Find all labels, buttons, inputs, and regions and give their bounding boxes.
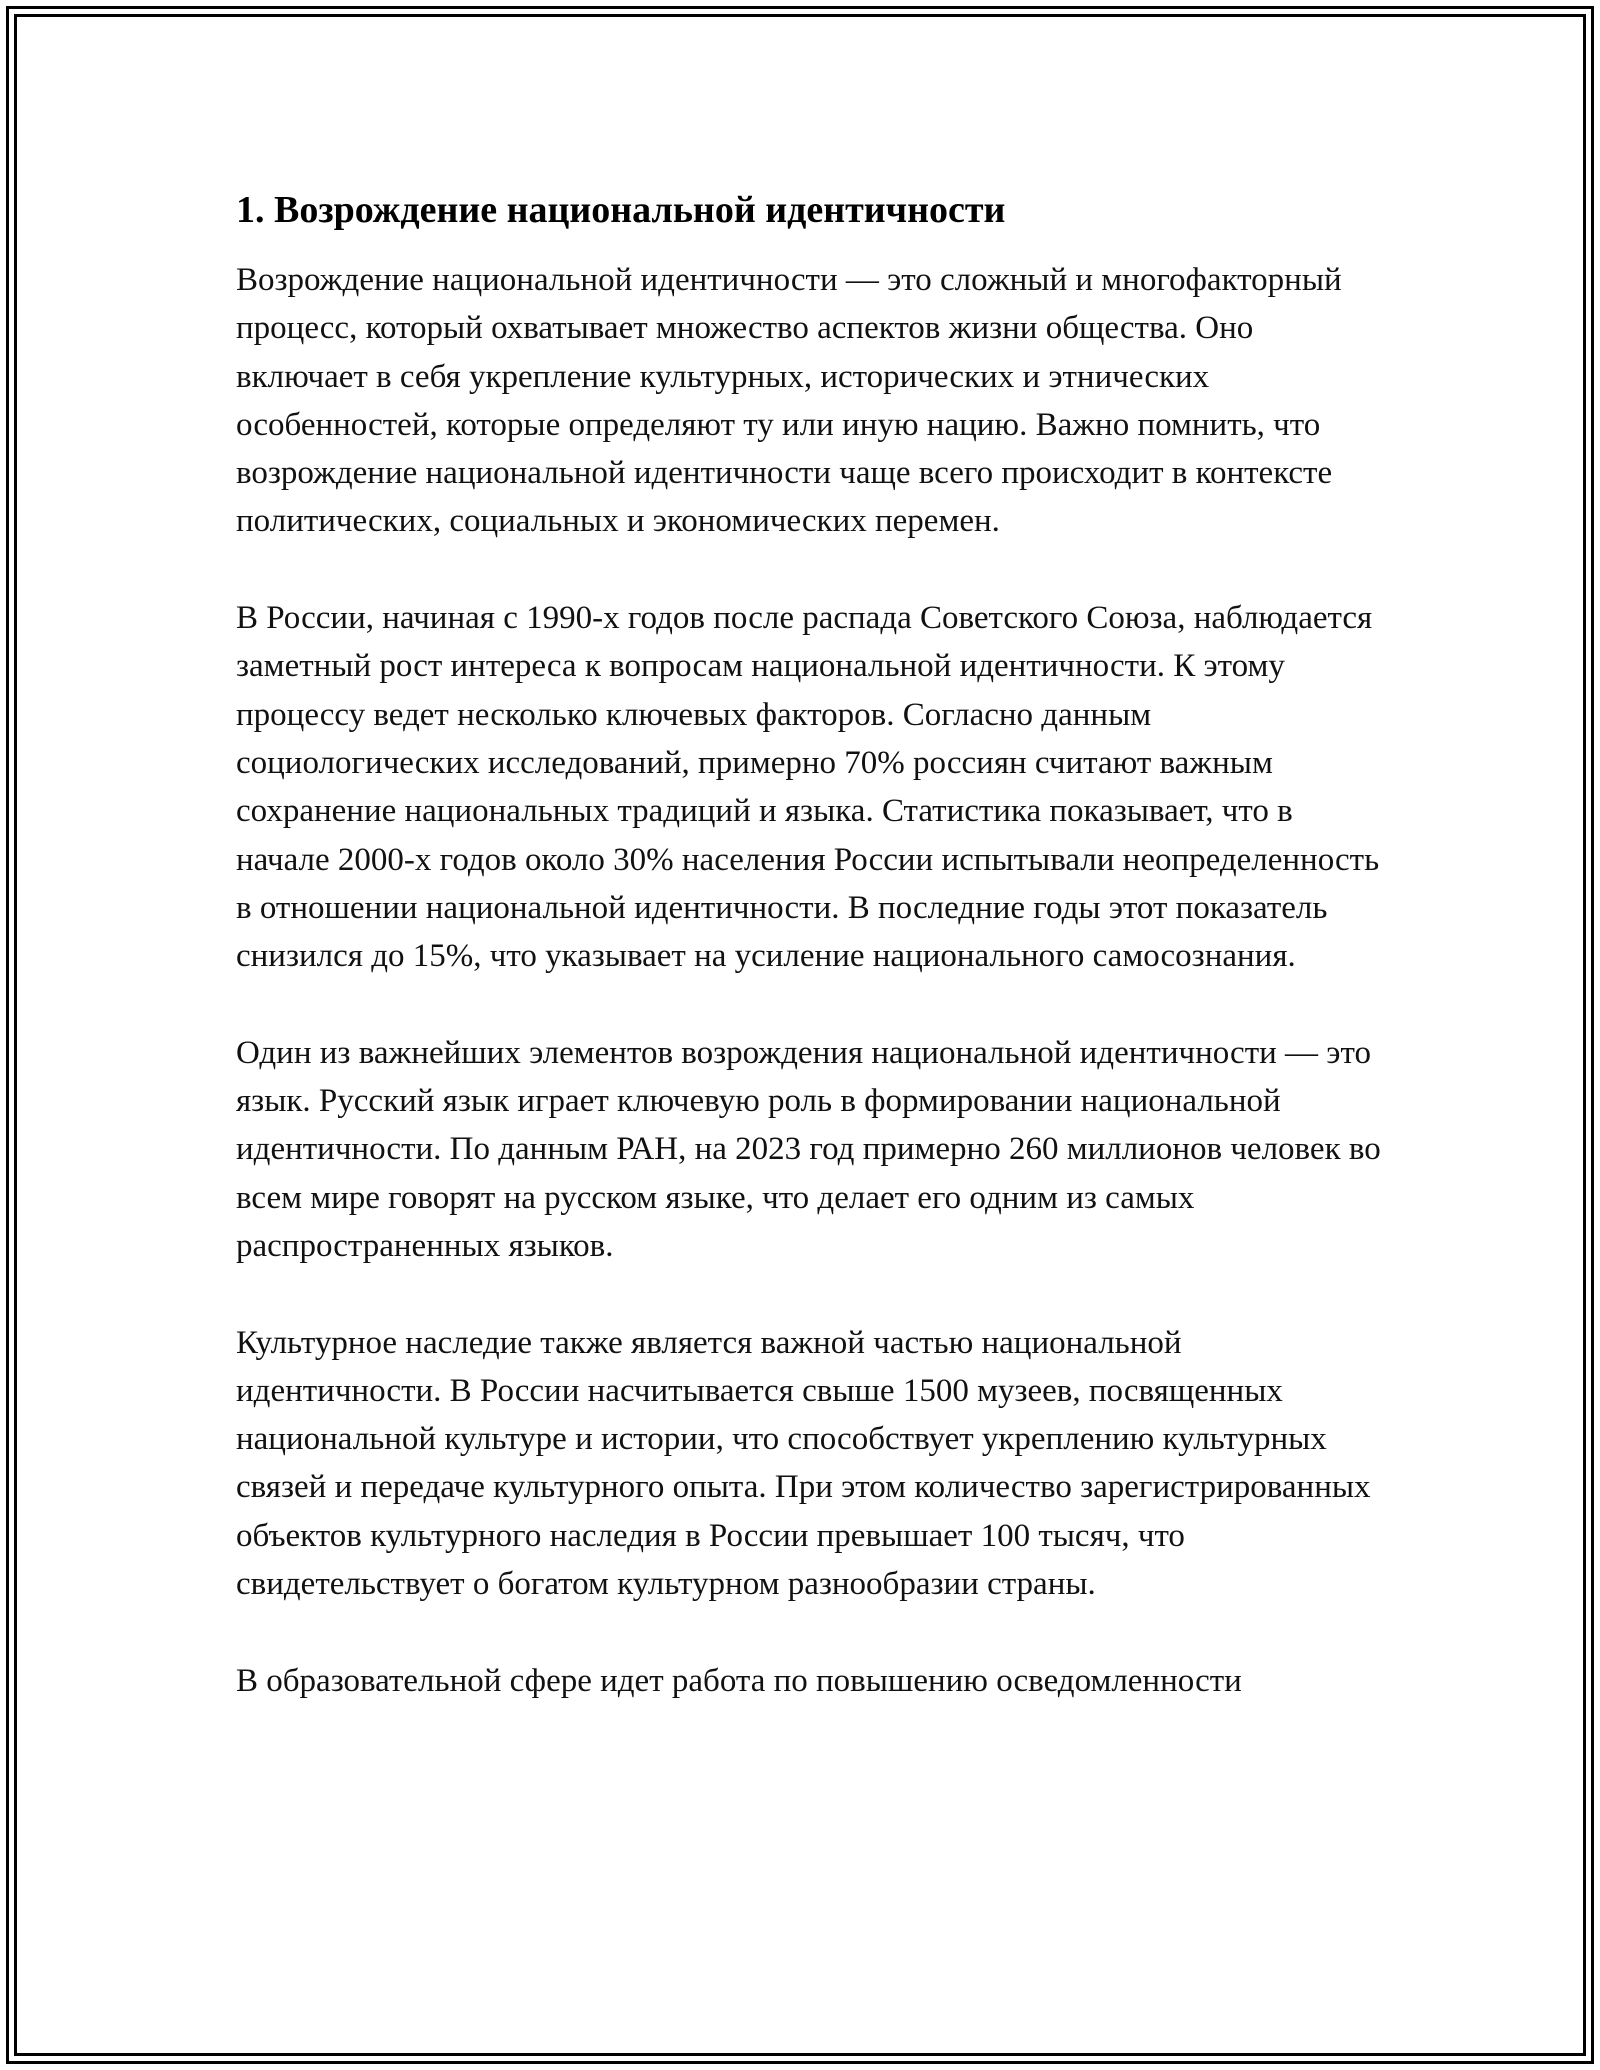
paragraph-intro: Возрождение национальной идентичности — это сложный и многофакторный процесс, который охватывает множество аспектов жизни общества. Оно включает в себя укрепление культурных, исторических и этнических особенностей, которые определяют ту или иную нацию. Важно помнить, что возрождение национальной идентичности чаще всего происходит в контексте политических, социальных и экономических перемен. [236, 262, 1342, 540]
paragraph-language: Один из важнейших элементов возрождения национальной идентичности — это язык. Русский язык играет ключевую роль в формировании национальной идентичности. По данным РАН, на 2023 год примерно 260 миллионов человек во всем мире говорят на русском языке, что делает его одним из самых распространенных языков. [236, 1034, 1381, 1264]
paragraph-education: В образовательной сфере идет работа по повышению осведомленности [236, 1662, 1242, 1699]
section-heading: 1. Возрождение национальной идентичности [236, 189, 1006, 231]
paragraph-russia-statistics: В России, начиная с 1990-х годов после распада Советского Союза, наблюдается заметный рост интереса к вопросам национальной идентичности. К этому процессу ведет несколько ключевых факторов. Согласно данным социологических исследований, примерно 70% россиян считают важным сохранение национальных традиций и языка. Статистика показывает, что в начале 2000-х годов около 30% населения России испытывали неопределенность в отношении национальной идентичности. В последние годы этот показатель снизился до 15%, что указывает на усиление национального самосознания. [236, 600, 1380, 975]
document-body [236, 186, 1386, 1753]
paragraph-cultural-heritage: Культурное наследие также является важной частью национальной идентичности. В России насчитывается свыше 1500 музеев, посвященных национальной культуре и истории, что способствует укреплению культурных связей и передаче культурного опыта. При этом количество зарегистрированных объектов культурного наследия в России превышает 100 тысяч, что свидетельствует о богатом культурном разнообразии страны. [236, 1324, 1371, 1603]
